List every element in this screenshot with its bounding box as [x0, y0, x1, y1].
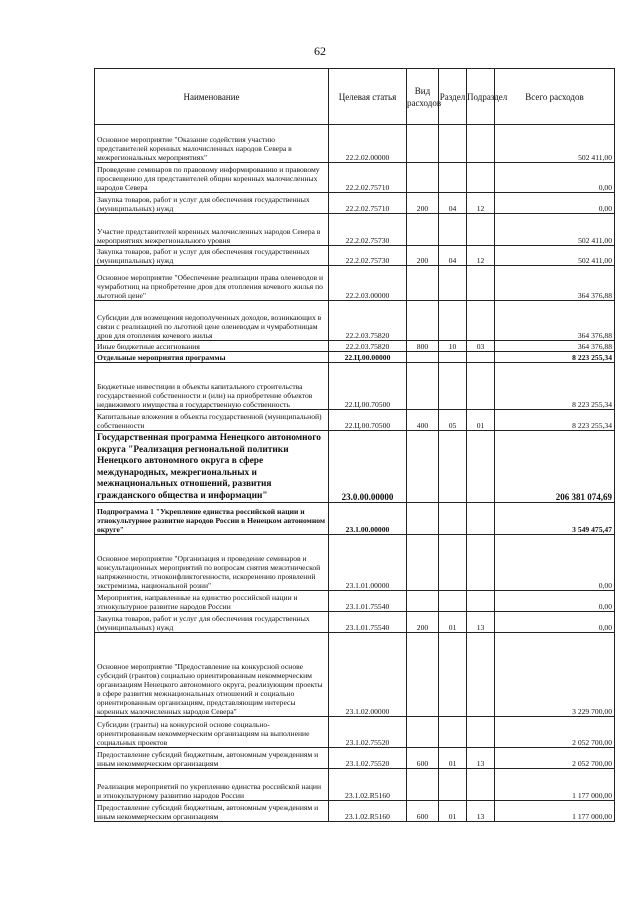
cell-target: 22.2.02.00000 [329, 125, 407, 163]
header-total: Всего расходов [495, 69, 615, 125]
cell-target: 22.2.03.75820 [329, 341, 407, 352]
cell-name: Субсидии для возмещения недополученных доходов, возникающих в связи с реализацией по льготной цене оленеводам и чумработницам дров для отопления кочевого жилья [95, 301, 329, 341]
table-row [95, 535, 615, 591]
cell-target: 23.1.02.75520 [329, 717, 407, 748]
table-row [95, 591, 615, 612]
cell-type [407, 591, 439, 612]
cell-target: 23.0.00.00000 [329, 431, 407, 503]
table-row [95, 612, 615, 633]
cell-subsection [467, 535, 495, 591]
cell-section: 01 [439, 748, 467, 769]
cell-subsection: 12 [467, 246, 495, 266]
table-row [95, 503, 615, 535]
cell-total: 1 177 000,00 [495, 769, 615, 801]
table-row [95, 769, 615, 801]
cell-section: 05 [439, 410, 467, 431]
cell-name: Мероприятия, направленные на единство российской нации и этнокультурное развитие народов России [95, 591, 329, 612]
cell-target: 22.2.02.75710 [329, 193, 407, 214]
cell-name: Закупка товаров, работ и услуг для обеспечения государственных (муниципальных) нужд [95, 612, 329, 633]
table-row [95, 214, 615, 246]
cell-subsection: 12 [467, 193, 495, 214]
cell-type [407, 163, 439, 193]
cell-total: 502 411,00 [495, 246, 615, 266]
cell-type [407, 503, 439, 535]
cell-section: 04 [439, 246, 467, 266]
cell-target: 22.2.02.75730 [329, 246, 407, 266]
cell-total: 0,00 [495, 535, 615, 591]
cell-type [407, 431, 439, 503]
cell-section [439, 352, 467, 363]
cell-section [439, 214, 467, 246]
cell-subsection [467, 633, 495, 717]
table-row [95, 717, 615, 748]
cell-type: 200 [407, 612, 439, 633]
cell-total: 2 052 700,00 [495, 717, 615, 748]
cell-target: 23.1.02.00000 [329, 633, 407, 717]
cell-type: 400 [407, 410, 439, 431]
cell-section [439, 363, 467, 410]
cell-subsection [467, 214, 495, 246]
cell-section [439, 591, 467, 612]
cell-section [439, 503, 467, 535]
cell-target: 23.1.02.R5160 [329, 769, 407, 801]
page-number: 62 [314, 44, 326, 58]
table-row [95, 193, 615, 214]
cell-total: 206 381 074,69 [495, 431, 615, 503]
header-name: Наименование [95, 69, 329, 125]
table-header-row [95, 69, 615, 125]
cell-section [439, 431, 467, 503]
cell-section [439, 717, 467, 748]
cell-total: 0,00 [495, 591, 615, 612]
table-row [95, 633, 615, 717]
cell-type [407, 717, 439, 748]
cell-name: Основное мероприятие "Организация и проведение семинаров и консультационных мероприятий по вопросам снятия межэтнической напряженности, этноконфликтогенности, искоренению проявлений экстремизма, национальной розни" [95, 535, 329, 591]
cell-target: 23.1.02.R5160 [329, 801, 407, 822]
cell-name: Субсидии (гранты) на конкурсной основе социально-ориентированным некоммерческим организациям на выполнение социальных проектов [95, 717, 329, 748]
cell-section [439, 633, 467, 717]
cell-type [407, 125, 439, 163]
cell-type: 800 [407, 341, 439, 352]
cell-subsection [467, 352, 495, 363]
cell-type [407, 633, 439, 717]
cell-section [439, 769, 467, 801]
cell-total: 0,00 [495, 193, 615, 214]
cell-total: 8 223 255,34 [495, 363, 615, 410]
cell-subsection [467, 266, 495, 301]
cell-target: 22.2.02.75710 [329, 163, 407, 193]
cell-section [439, 125, 467, 163]
cell-total: 364 376,88 [495, 301, 615, 341]
table-row [95, 431, 615, 503]
table-row [95, 748, 615, 769]
header-type: Вид расходов [407, 69, 439, 125]
cell-target: 23.1.02.75520 [329, 748, 407, 769]
cell-subsection [467, 769, 495, 801]
cell-subsection: 01 [467, 410, 495, 431]
cell-name: Иные бюджетные ассигнования [95, 341, 329, 352]
table-row [95, 801, 615, 822]
cell-target: 22.2.03.75820 [329, 301, 407, 341]
cell-subsection: 03 [467, 341, 495, 352]
cell-name: Отдельные мероприятия программы [95, 352, 329, 363]
cell-target: 22.Ц.00.70500 [329, 363, 407, 410]
cell-total: 502 411,00 [495, 214, 615, 246]
cell-subsection [467, 503, 495, 535]
cell-subsection [467, 125, 495, 163]
cell-name: Реализация мероприятий по укреплению единства российской нации и этнокультурному развитию народов России [95, 769, 329, 801]
cell-subsection: 13 [467, 748, 495, 769]
cell-type [407, 535, 439, 591]
header-section: Раздел [439, 69, 467, 125]
cell-name: Капитальные вложения в объекты государственной (муниципальной) собственности [95, 410, 329, 431]
cell-total: 3 549 475,47 [495, 503, 615, 535]
cell-type [407, 769, 439, 801]
cell-name: Основное мероприятие "Предоставление на конкурсной основе субсидий (грантов) социально ориентированным некоммерческим организациям Ненецкого автономного округа, реализующим проекты в сфере развития межнациональных отношений и социально ориентированным организациям, представляющим интересы коренных малочисленных народов Севера" [95, 633, 329, 717]
cell-section [439, 266, 467, 301]
cell-subsection [467, 717, 495, 748]
cell-subsection [467, 431, 495, 503]
cell-subsection: 13 [467, 801, 495, 822]
cell-name: Предоставление субсидий бюджетным, автономным учреждениям и иным некоммерческим организациям [95, 748, 329, 769]
cell-subsection [467, 363, 495, 410]
cell-subsection [467, 301, 495, 341]
expenditure-table [94, 68, 615, 822]
cell-total: 0,00 [495, 163, 615, 193]
cell-total: 1 177 000,00 [495, 801, 615, 822]
cell-total: 8 223 255,34 [495, 352, 615, 363]
cell-type: 600 [407, 801, 439, 822]
cell-type: 200 [407, 246, 439, 266]
cell-type [407, 266, 439, 301]
cell-section: 10 [439, 341, 467, 352]
table-row [95, 163, 615, 193]
table-row [95, 125, 615, 163]
cell-target: 22.Ц.00.70500 [329, 410, 407, 431]
cell-type: 200 [407, 193, 439, 214]
cell-name: Участие представителей коренных малочисленных народов Севера в мероприятиях межрегионального уровня [95, 214, 329, 246]
table-row [95, 246, 615, 266]
cell-section: 04 [439, 193, 467, 214]
cell-target: 22.Ц.00.00000 [329, 352, 407, 363]
cell-subsection [467, 591, 495, 612]
cell-total: 364 376,88 [495, 341, 615, 352]
cell-type [407, 301, 439, 341]
header-target: Целевая статья [329, 69, 407, 125]
cell-type [407, 214, 439, 246]
cell-type [407, 363, 439, 410]
cell-type [407, 352, 439, 363]
table-row [95, 301, 615, 341]
cell-section: 01 [439, 801, 467, 822]
cell-target: 22.2.03.00000 [329, 266, 407, 301]
cell-total: 2 052 700,00 [495, 748, 615, 769]
cell-total: 3 229 700,00 [495, 633, 615, 717]
cell-section [439, 301, 467, 341]
cell-target: 23.1.01.00000 [329, 535, 407, 591]
cell-target: 23.1.00.00000 [329, 503, 407, 535]
cell-subsection: 13 [467, 612, 495, 633]
cell-target: 22.2.02.75730 [329, 214, 407, 246]
cell-target: 23.1.01.75540 [329, 612, 407, 633]
cell-name: Основное мероприятие "Обеспечение реализации права оленеводов и чумработниц на приобретение дров для отопления кочевого жилья по льготной цене" [95, 266, 329, 301]
table-row [95, 410, 615, 431]
cell-total: 8 223 255,34 [495, 410, 615, 431]
table-row [95, 363, 615, 410]
cell-name: Бюджетные инвестиции в объекты капитального строительства государственной собственности и (или) на приобретение объектов недвижимого имущества в государственную собственность [95, 363, 329, 410]
table-row [95, 341, 615, 352]
cell-name: Проведение семинаров по правовому информированию и правовому просвещению для представителей общин коренных малочисленных народов Севера [95, 163, 329, 193]
cell-total: 0,00 [495, 612, 615, 633]
cell-name: Подпрограмма 1 "Укрепление единства российской нации и этнокультурное развитие народов России в Ненецком автономном округе" [95, 503, 329, 535]
table-row [95, 266, 615, 301]
cell-name: Предоставление субсидий бюджетным, автономным учреждениям и иным некоммерческим организациям [95, 801, 329, 822]
cell-name: Государственная программа Ненецкого автономного округа "Реализация региональной политики Ненецкого автономного округа в сфере международных, межрегиональных и межнациональных отношений, развития гражданского общества и информации" [95, 431, 329, 503]
cell-total: 502 411,00 [495, 125, 615, 163]
cell-section: 01 [439, 612, 467, 633]
cell-type: 600 [407, 748, 439, 769]
header-subsection: Подраздел [467, 69, 495, 125]
cell-subsection [467, 163, 495, 193]
cell-target: 23.1.01.75540 [329, 591, 407, 612]
cell-name: Закупка товаров, работ и услуг для обеспечения государственных (муниципальных) нужд [95, 246, 329, 266]
cell-name: Основное мероприятие "Оказание содействия участию представителей коренных малочисленных народов Севера в межрегиональных мероприятиях" [95, 125, 329, 163]
table-row [95, 352, 615, 363]
cell-total: 364 376,88 [495, 266, 615, 301]
cell-name: Закупка товаров, работ и услуг для обеспечения государственных (муниципальных) нужд [95, 193, 329, 214]
cell-section [439, 535, 467, 591]
cell-section [439, 163, 467, 193]
